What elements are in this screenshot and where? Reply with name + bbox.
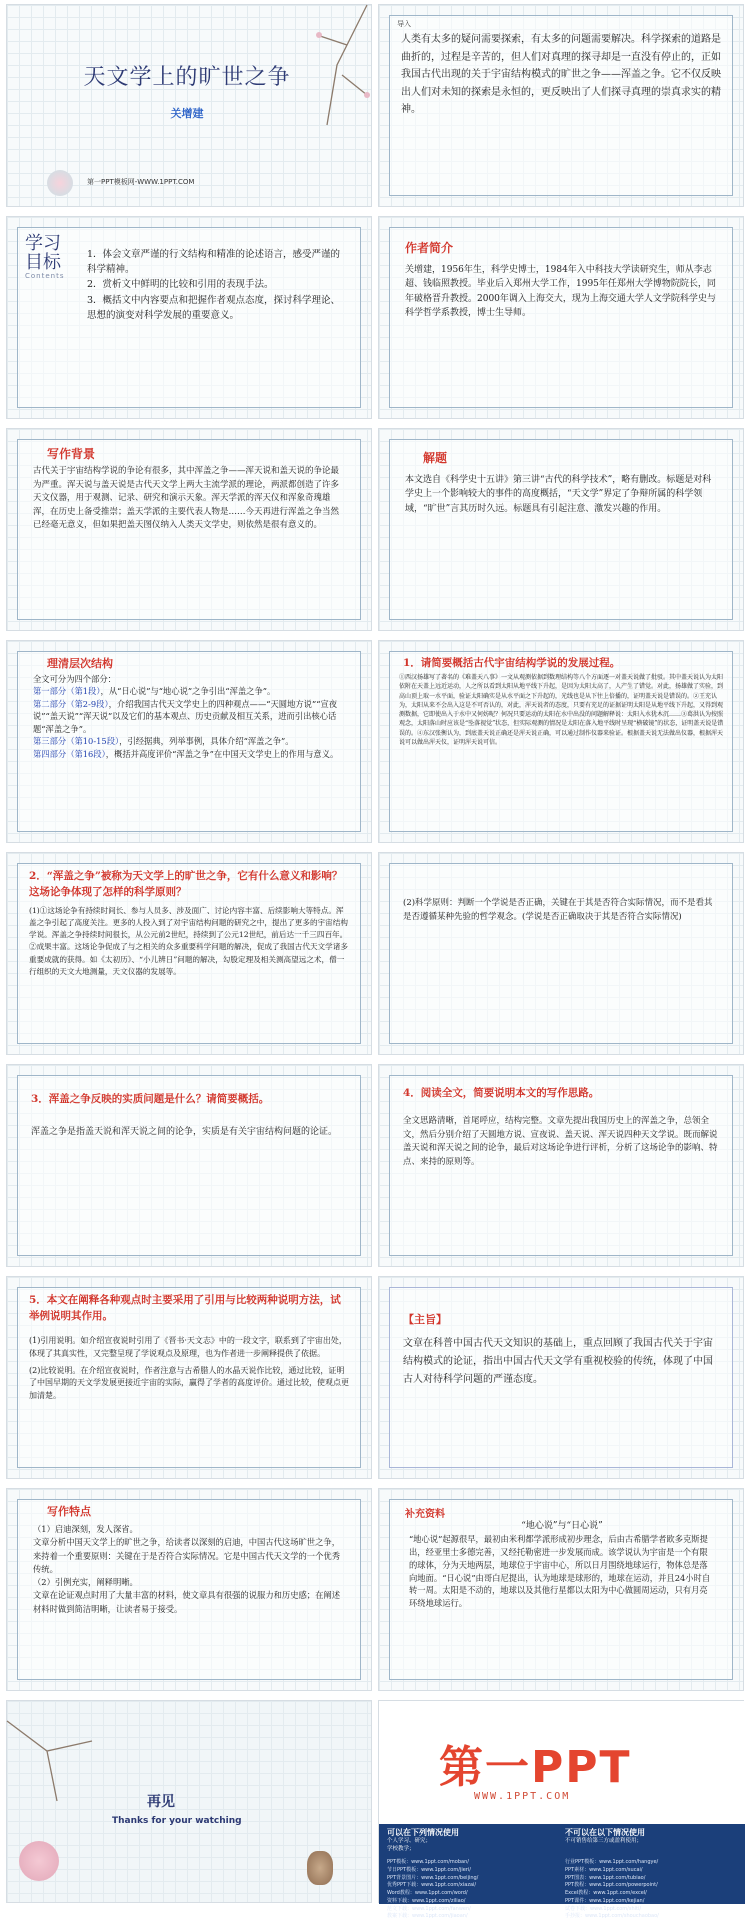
ppt-logo-area [379, 1701, 745, 1824]
question-1-answer: ①西汉扬雄写了著名的《难盖天八事》一文从观测依据到数理结构等八个方面逐一对盖天说做了批驳。其中盖天说认为太阳依附在天盖上远近运动，人之所以看到太阳从地平线下升起，是因为太阳太高了，人产生了错觉。对此，扬雄做了实验，到高山顶上取一水平面，验证太阳确实是从水平面之下升起的，光线也是从下往上倍播的，证明盖天说是错误的。②王充认为，太阳从来不会出入这是不可否认的，对此，浑天说者的态度，只要有充足的证据证明太阳是从地平线下升起，又得到观测数据，它即使出入于水中又何妨呢？何况只要运动的太阳在水中出没的问题解释说：太阳入水犹木沉……③葛洪认为按照观念，太阳落山时应该是“坠落视觉”状态，但实际观测的情况是太阳在落入地平线时呈现“横破镜”的状态，证明盖天说是错误的。④东汉张衡认为，到底盖天说正确还是浑天说正确，可以通过制作仪器来验证。根据盖天说无法做出仪器，根据浑天说可以做出浑天仪，证明浑天说可信。 [399, 674, 724, 747]
resource-link[interactable]: Word教程：www.1ppt.com/word/ [387, 1890, 468, 1896]
feature-title: （1）启迪深刻，发人深省。 [33, 1524, 138, 1534]
ppt-usage-panel [379, 1824, 745, 1920]
usage-allowed-title: 可以在下列情况使用 [387, 1828, 459, 1837]
theme-text: 文章在科普中国古代天文知识的基础上，重点回顾了我国古代关于宇宙结构模式的论证，指出中国古代天文学有重视校验的传统，体现了中国古人对待科学问题的严谨态度。 [403, 1338, 713, 1385]
question-4-heading: 4．阅读全文，简要说明本文的写作思路。 [403, 1087, 600, 1099]
resource-link[interactable]: PPT课件：www.1ppt.com/kejian/ [565, 1897, 645, 1904]
resource-link[interactable]: Excel教程：www.1ppt.com/excel/ [565, 1890, 647, 1896]
flower-decoration [47, 170, 73, 196]
cover-author: 关增建 [170, 107, 204, 120]
structure-part [33, 735, 349, 747]
slide-theme [378, 1276, 744, 1479]
objective-item: 2．赏析文中鲜明的比较和引用的表现手法。 [87, 279, 274, 291]
question-3-answer: 浑盖之争是指盖天说和浑天说之间的论争，实质是有关宇宙结构问题的论证。 [31, 1127, 338, 1137]
objectives-list [87, 247, 347, 323]
pinecone-decoration [307, 1851, 333, 1885]
slide-features [6, 1488, 372, 1691]
resource-link[interactable]: 试卷下载：www.1ppt.com/shiti/ [565, 1905, 642, 1912]
part-text: ，介绍我国古代天文学史上的四种观点——“天圆地方说”“宣夜说”“盖天说”“浑天说”以及它们的基本观点、历史贡献及相互关系，进而引出核心话题“浑盖之争”。 [33, 698, 338, 734]
slide-background [6, 428, 372, 631]
link-list-right [565, 1859, 659, 1921]
answer-paragraph: (1)引用说明。如介绍宣夜说时引用了《晋书·天文志》中的一段文字，联系到了宇宙出处，体现了其真实性，又完整呈现了学说观点及原理，也为作者进一步阐释提供了依据。 [29, 1336, 347, 1358]
usage-forbidden-note: 不可销售给第三方或盈利使用； [565, 1838, 643, 1845]
answer-paragraph: (2)比较说明。在介绍宣夜说时，作者注意与古希腊人的水晶天说作比较，通过比较，证明了中国早期的天文学发展更接近宇宙的实际，赢得了学者的高度评价。通过比较，使观点更加清楚。 [29, 1365, 349, 1401]
author-text: 关增建，1956年生，科学史博士，1984年入中科技大学读研究生，师从李志超、钱临照教授。毕业后入郑州大学工作，1995年任郑州大学博物院院长，同年破格晋升教授。2000年调入上海交大，现为上海交通大学人文学院科学史与科学哲学系教授，博士生导师。 [405, 265, 716, 319]
structure-body [33, 673, 349, 760]
title-explain-text: 本文选自《科学史十五讲》第三讲“古代的科学技术”，略有删改。标题是对科学史上一个影响较大的事件的高度概括，“天文学”界定了争辩所属的科学领域，“旷世”言其历时久远。标题具有引起注意、激发兴趣的作用。 [405, 475, 712, 514]
resource-link[interactable]: 资料下载：www.1ppt.com/ziliao/ [387, 1897, 466, 1904]
intro-tag: 导入 [397, 20, 411, 28]
cover-title: 天文学上的旷世之争 [83, 65, 291, 90]
resource-link[interactable]: PPT素材：www.1ppt.com/sucai/ [565, 1866, 643, 1873]
slide-frame [389, 439, 733, 620]
feature-text: 文章分析中国天文学上的旷世之争，给读者以深刻的启迪，中国古代这场旷世之争，来持着一个重要原则：关键在于是否符合实际情况。它是中国古代天文学的一个优秀传统。 [33, 1537, 340, 1574]
slide-structure [6, 640, 372, 843]
slide-intro [378, 4, 744, 207]
question-3-heading: 3．浑盖之争反映的实质问题是什么？请简要概括。 [31, 1093, 270, 1105]
ppt-logo-url: WWW.1PPT.COM [474, 1791, 571, 1802]
part-label: 第三部分（第10-15段） [33, 736, 120, 747]
slide-author [378, 216, 744, 419]
link-list-left [387, 1859, 478, 1921]
question-2-principle: (2)科学原则：判断一个学说是否正确，关键在于其是否符合实际情况，而不是看其是否遵循某种先验的哲学观念。(学说是否正确取决于其是否符合实际情况) [403, 898, 713, 922]
thanks-text: Thanks for your watching [112, 1816, 242, 1826]
structure-part [33, 748, 349, 760]
slide-supplement [378, 1488, 744, 1691]
resource-link[interactable]: 教案下载：www.1ppt.com/jiaoan/ [387, 1913, 468, 1920]
flower-decoration [19, 1841, 59, 1881]
objectives-heading [25, 235, 65, 280]
supplement-subtitle: “地心说”与“日心说” [521, 1521, 603, 1531]
slide-cover [6, 4, 372, 207]
part-label: 第二部分（第2-9段） [33, 698, 109, 709]
objective-item: 3．概括文中内容要点和把握作者观点态度，探讨科学理论、思想的演变对科学发展的重要意义。 [87, 294, 341, 321]
background-heading: 写作背景 [47, 447, 96, 461]
slide-question-2 [6, 852, 372, 1055]
branch-decoration [7, 1701, 97, 1811]
cover-footer: 第一PPT模板网-WWW.1PPT.COM [87, 178, 195, 186]
structure-intro: 全文可分为四个部分： [33, 674, 116, 684]
resource-link[interactable]: 节日PPT模板：www.1ppt.com/jieri/ [387, 1866, 471, 1873]
question-5-answer [29, 1335, 351, 1403]
part-label: 第四部分（第16段） [33, 748, 106, 759]
question-1-heading: 1．请简要概括古代宇宙结构学说的发展过程。 [403, 657, 621, 669]
question-5-heading: 5．本文在阐释各种观点时主要采用了引用与比较两种说明方法，试举例说明其作用。 [29, 1294, 341, 1322]
structure-part [33, 698, 349, 735]
feature-text: 文章在论证观点时用了大量丰富的材料，使文章具有很强的说服力和历史感；在阐述材料时做到简洁明晰，让读者易于接受。 [33, 1590, 340, 1614]
supplement-text: “地心说”起源很早，最初由米利都学派形成初步理念，后由古希腊学者欧多克斯提出，经亚里士多德完善，又经托勒密进一步发展而成。该学说认为宇宙是一个有限的球体，分为天地两层，地球位于宇宙中心，所以日月围绕地球运行，物体总是落向地面。“日心说”由哥白尼提出，认为地球是球形的，地球在运动，并且24小时自转一周。太阳是不动的，地球以及其他行星都以太阳为中心做圆周运动，只有月亮环绕地球运行。 [409, 1534, 711, 1609]
part-text: ，概括并高度评价“浑盖之争”在中国天文学史上的作用与意义。 [105, 748, 339, 759]
resource-link[interactable]: 行业PPT模板：www.1ppt.com/hangye/ [565, 1859, 659, 1865]
slide-question-4 [378, 1064, 744, 1267]
usage-allowed [387, 1828, 459, 1853]
part-text: ，从“日心说”与“地心说”之争引出“浑盖之争”。 [100, 686, 276, 697]
resource-link[interactable]: 范文下载：www.1ppt.com/fanwen/ [387, 1905, 471, 1912]
author-heading: 作者简介 [405, 241, 454, 255]
resource-link[interactable]: 手抄报：www.1ppt.com/shouchaobao/ [565, 1913, 659, 1920]
part-label: 第一部分（第1段） [33, 686, 101, 697]
slide-question-3 [6, 1064, 372, 1267]
resource-link[interactable]: PPT模板：www.1ppt.com/moban/ [387, 1859, 469, 1865]
objective-item: 1．体会文章严谨的行文结构和精准的论述语言，感受严谨的科学精神。 [87, 249, 341, 276]
structure-part [33, 685, 349, 697]
features-heading: 写作特点 [47, 1505, 91, 1518]
slide-ppt-info [378, 1700, 744, 1920]
structure-heading: 理清层次结构 [47, 657, 113, 670]
features-body [33, 1523, 347, 1616]
question-2-answer: (1)①这场论争有持续时间长、参与人员多、涉及面广、讨论内容丰富、后续影响大等特点。浑盖之争引起了高度关注。更多的人投入到了对宇宙结构问题的研究之中，提出了更多的宇宙结构学说。浑盖之争持续时间很长，从公元前2世纪，持续到了公元12世纪，前后达一千三四百年。②成果丰富。这场论争促成了与之相关的众多重要科学问题的解决，促成了我国古代天文学诸多重要成就的获得。如《太初历》、“小儿辨日”问题的解决，勾股定理及相关测高望远之术，僧一行组织的天文大地测量，天文仪器的发展等。 [29, 906, 348, 976]
resource-link[interactable]: 优秀PPT下载：www.1ppt.com/xiazai/ [387, 1882, 477, 1889]
question-2-heading: 2．“浑盖之争”被称为天文学上的旷世之争，它有什么意义和影响？这场论争体现了怎样的科学原则？ [29, 870, 343, 898]
resource-link[interactable]: PPT背景图片：www.1ppt.com/beijing/ [387, 1874, 479, 1881]
slide-objectives [6, 216, 372, 419]
goodbye-title: 再见 [147, 1794, 175, 1810]
slide-title-explain [378, 428, 744, 631]
resource-link[interactable]: PPT图表：www.1ppt.com/tubiao/ [565, 1874, 646, 1881]
objectives-heading-text: 学习目标 [25, 233, 61, 273]
resource-link[interactable]: PPT教程：www.1ppt.com/powerpoint/ [565, 1882, 658, 1889]
feature-title: （2）引例充实，阐释明晰。 [33, 1577, 138, 1588]
usage-forbidden-title: 不可以在以下情况使用 [565, 1828, 645, 1837]
ppt-logo-text: 第一PPT [439, 1742, 632, 1793]
intro-text: 人类有太多的疑问需要探索，有太多的问题需要解决。科学探索的道路是曲折的，过程是辛苦的，但人们对真理的探寻却是一直没有停止的，正如我国古代出现的关于宇宙结构模式的旷世之争——浑盖之争。它不仅反映出人们对未知的探索是永恒的，更反映出了人们探寻真理的崇真求实的精神。 [401, 34, 721, 115]
background-text: 古代关于宇宙结构学说的争论有很多，其中浑盖之争——浑天说和盖天说的争论最为严重。浑天说与盖天说是古代天文学上两大主流学派的理论，两派都创造了许多天文仪器，用于观测、记录、研究和演示天象。浑天学派的浑天仪和浑象奇瑰雄浑，在历史上备受推崇；盖天学派的主要代表人物是……今天再进行浑盖之争当然已经毫无意义，但如果把盖天图仪纳入人类天文学史，则依然是很有意义的。 [33, 466, 340, 531]
slide-question-5 [6, 1276, 372, 1479]
objectives-heading-en: Contents [25, 271, 65, 280]
usage-forbidden [565, 1828, 645, 1846]
theme-heading: 【主旨】 [403, 1313, 447, 1326]
title-explain-heading: 解题 [423, 451, 448, 465]
slide-question-1 [378, 640, 744, 843]
part-text: ，引经据典，列举事例，具体介绍“浑盖之争”。 [119, 736, 294, 747]
supplement-heading: 补充资料 [405, 1509, 445, 1520]
question-4-answer: 全文思路清晰，首尾呼应，结构完整。文章先提出我国历史上的浑盖之争，总领全文，然后分别介绍了天圆地方说、宣夜说、盖天说、浑天说四种天文学说。既而解说盖天说和浑天说之间的论争，最后对这场论争进行评析，分析了这场论争的影响、特点、来持的原则等。 [403, 1116, 718, 1167]
slide-goodbye [6, 1700, 372, 1903]
slide-question-2-continued [378, 852, 744, 1055]
slide-frame [389, 863, 733, 1044]
usage-allowed-note: 个人学习、研究； 学校教学； [387, 1838, 432, 1852]
